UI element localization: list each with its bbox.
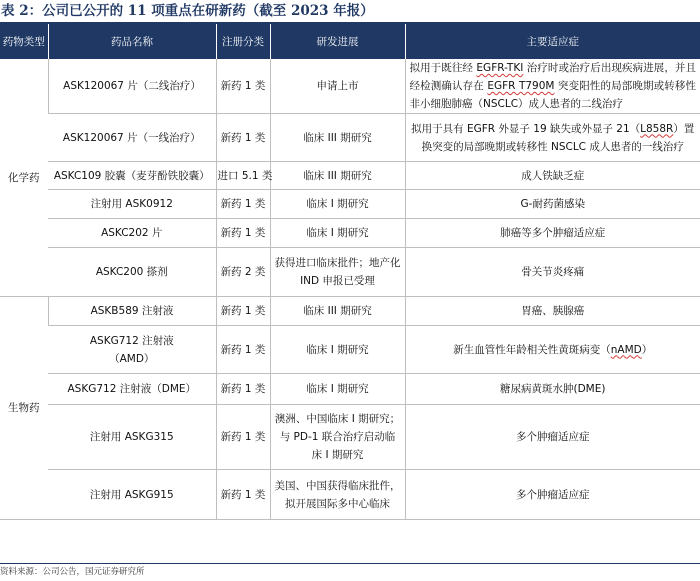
indication: 骨关节炎疼痛 xyxy=(405,248,700,297)
progress: 临床 III 期研究 xyxy=(270,162,405,190)
category-chemical: 化学药 xyxy=(0,59,48,297)
progress: 临床 I 期研究 xyxy=(270,374,405,405)
registration-class: 新药 1 类 xyxy=(216,297,270,326)
registration-class: 进口 5.1 类 xyxy=(216,162,270,190)
registration-class: 新药 2 类 xyxy=(216,248,270,297)
progress: 临床 III 期研究 xyxy=(270,297,405,326)
registration-class: 新药 1 类 xyxy=(216,326,270,374)
indication: 多个肿瘤适应症 xyxy=(405,470,700,520)
registration-class: 新药 1 类 xyxy=(216,405,270,470)
table-row xyxy=(0,190,700,219)
progress: 临床 III 期研究 xyxy=(270,114,405,162)
drug-pipeline-table xyxy=(0,24,700,520)
progress: 临床 I 期研究 xyxy=(270,219,405,248)
drug-name: ASKG712 注射液（DME） xyxy=(48,374,216,405)
indication: 拟用于既往经 EGFR-TKI 治疗时或治疗后出现疾病进展，并且经检测确认存在 EGFR T790M 突变阳性的局部晚期或转移性非小细胞肺癌（NSCLC）成人患者的二线治疗 xyxy=(405,59,700,114)
table-row xyxy=(0,59,700,114)
table-row xyxy=(0,326,700,374)
table-row xyxy=(0,162,700,190)
drug-name: ASKB589 注射液 xyxy=(48,297,216,326)
registration-class: 新药 1 类 xyxy=(216,114,270,162)
indication: G-耐药菌感染 xyxy=(405,190,700,219)
drug-name: 注射用 ASK0912 xyxy=(48,190,216,219)
indication: 新生血管性年龄相关性黄斑病变（nAMD） xyxy=(405,326,700,374)
header-progress: 研发进展 xyxy=(270,24,405,59)
indication: 多个肿瘤适应症 xyxy=(405,405,700,470)
category-biological: 生物药 xyxy=(0,297,48,520)
table-row xyxy=(0,297,700,326)
indication: 肺癌等多个肿瘤适应症 xyxy=(405,219,700,248)
indication: 胃癌、胰腺癌 xyxy=(405,297,700,326)
registration-class: 新药 1 类 xyxy=(216,59,270,114)
header-registration: 注册分类 xyxy=(216,24,270,59)
table-row xyxy=(0,248,700,297)
table-row xyxy=(0,470,700,520)
registration-class: 新药 1 类 xyxy=(216,219,270,248)
drug-name: ASK120067 片（一线治疗） xyxy=(48,114,216,162)
drug-name: ASKG712 注射液（AMD） xyxy=(48,326,216,374)
indication: 成人铁缺乏症 xyxy=(405,162,700,190)
registration-class: 新药 1 类 xyxy=(216,374,270,405)
registration-class: 新药 1 类 xyxy=(216,190,270,219)
drug-name: ASKC202 片 xyxy=(48,219,216,248)
table-row xyxy=(0,219,700,248)
header-drug-name: 药品名称 xyxy=(48,24,216,59)
progress: 获得进口临床批件；地产化 IND 申报已受理 xyxy=(270,248,405,297)
header-indication: 主要适应症 xyxy=(405,24,700,59)
source-note: 资料来源：公司公告，国元证券研究所 xyxy=(0,563,700,579)
drug-name: 注射用 ASKG315 xyxy=(48,405,216,470)
table-row xyxy=(0,114,700,162)
table-caption: 表 2：公司已公开的 11 项重点在研新药（截至 2023 年报） xyxy=(1,3,374,19)
progress: 美国、中国获得临床批件，拟开展国际多中心临床 xyxy=(270,470,405,520)
table-row xyxy=(0,405,700,470)
progress: 申请上市 xyxy=(270,59,405,114)
indication: 拟用于具有 EGFR 外显子 19 缺失或外显子 21（L858R）置换突变的局部晚期或转移性 NSCLC 成人患者的一线治疗 xyxy=(405,114,700,162)
drug-name: ASKC109 胶囊（麦芽酚铁胶囊） xyxy=(48,162,216,190)
table-row xyxy=(0,374,700,405)
progress: 临床 I 期研究 xyxy=(270,190,405,219)
table-header-row xyxy=(0,24,700,59)
header-drug-type: 药物类型 xyxy=(0,24,48,59)
drug-name: ASKC200 搽剂 xyxy=(48,248,216,297)
registration-class: 新药 1 类 xyxy=(216,470,270,520)
progress: 澳洲、中国临床 I 期研究；与 PD-1 联合治疗启动临床 I 期研究 xyxy=(270,405,405,470)
drug-name: 注射用 ASKG915 xyxy=(48,470,216,520)
indication: 糖尿病黄斑水肿(DME) xyxy=(405,374,700,405)
drug-name: ASK120067 片（二线治疗） xyxy=(48,59,216,114)
progress: 临床 I 期研究 xyxy=(270,326,405,374)
